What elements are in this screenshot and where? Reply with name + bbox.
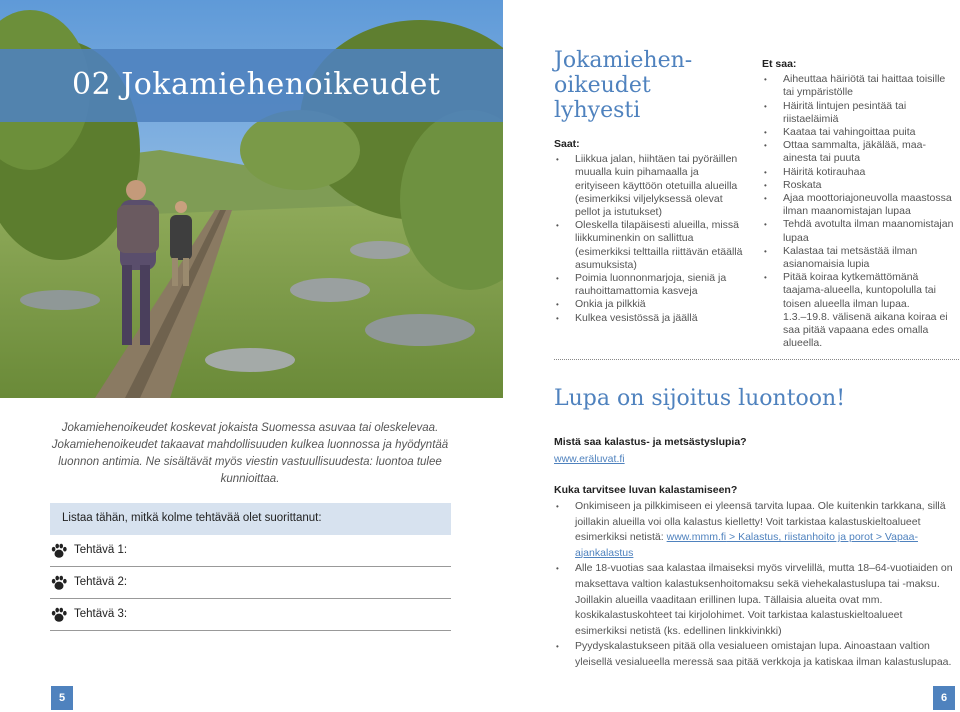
etsaa-list bbox=[762, 73, 957, 350]
task-box bbox=[50, 503, 451, 631]
page-number-right: 6 bbox=[933, 686, 955, 710]
etsaa-heading: Et saa: bbox=[762, 58, 797, 70]
task-line-3[interactable] bbox=[50, 599, 451, 631]
eraluvat-link[interactable]: www.eräluvat.fi bbox=[554, 453, 625, 465]
saat-column bbox=[554, 138, 744, 325]
task-label-2: Tehtävä 2: bbox=[74, 576, 128, 588]
list-item: • Häiritä kotirauhaa bbox=[762, 166, 957, 179]
task-line-1[interactable] bbox=[50, 535, 451, 567]
right-page bbox=[503, 0, 960, 712]
list-item: • Kaataa tai vahingoittaa puita bbox=[762, 126, 957, 139]
list-item: • Oleskella tilapäisesti alueilla, missä liikkuminenkin on sallittua (esimerkiksi telttailla riittävän etäällä asumuksista) bbox=[554, 219, 744, 272]
list-item: • Ottaa sammalta, jäkälää, maa-ainesta tai puuta bbox=[762, 139, 957, 165]
list-item: • Pitää koiraa kytkemättömänä taajama-alueella, kuntopolulla tai toisen alueella ilman lupaa. bbox=[762, 271, 957, 311]
paw-print-icon bbox=[50, 574, 68, 592]
page-number-left: 5 bbox=[51, 686, 73, 710]
task-header: Listaa tähän, mitkä kolme tehtävää olet suorittanut: bbox=[50, 503, 451, 535]
list-item: • Onkia ja pilkkiä bbox=[554, 298, 744, 311]
list-item: • Alle 18-vuotias saa kalastaa ilmaiseksi myös virvelillä, mutta 18–64-vuotiaiden on maksettava valtion kalastuksenhoitomaksu sekä viehekalastuslupa tai -maksu. Joillakin alueilla vaaditaan erillinen lupa. Tällaisia alueita ovat mm. koskikalastuskohteet tai kirjolohimet. Voit tarkistaa kalastuskieltoalueet esimerkiksi netistä (ks. edellinen linkkivinkki) bbox=[554, 561, 956, 639]
list-item bbox=[554, 499, 956, 561]
question-2: Kuka tarvitsee luvan kalastamiseen? bbox=[554, 484, 738, 496]
list-item: • Roskata bbox=[762, 179, 957, 192]
paw-print-icon bbox=[50, 542, 68, 560]
list-item: • Pyydyskalastukseen pitää olla vesialueen omistajan lupa. Ainoastaan valtion yleisellä vesialueella meressä saa pitää verkkoja ja katiskaa ilman kalastuslupaa. bbox=[554, 639, 956, 670]
task-line-2[interactable] bbox=[50, 567, 451, 599]
list-item: • Tehdä avotulta ilman maanomistajan lupaa bbox=[762, 218, 957, 244]
list-item: • Kulkea vesistössä ja jäällä bbox=[554, 312, 744, 325]
saat-list bbox=[554, 153, 744, 325]
lupa-list bbox=[554, 499, 956, 671]
list-item: • Ajaa moottoriajoneuvolla maastossa ilman maanomistajan lupaa bbox=[762, 192, 957, 218]
task-label-1: Tehtävä 1: bbox=[74, 544, 128, 556]
list-item-continuation: 1.3.–19.8. välisenä aikana koiraa ei saa pitää vapaana edes omalla alueella. bbox=[783, 310, 948, 350]
section-title: Jokamiehen-oikeudet lyhyesti bbox=[554, 48, 693, 123]
etsaa-column bbox=[762, 58, 957, 350]
list-item: • Poimia luonnonmarjoja, sieniä ja rauhoittamattomia kasveja bbox=[554, 272, 744, 298]
paw-print-icon bbox=[50, 606, 68, 624]
list-item: • Häiritä lintujen pesintää tai riistaeläimiä bbox=[762, 100, 957, 126]
chapter-title: 02 Jokamiehenoikeudet bbox=[72, 67, 441, 102]
lupa-title: Lupa on sijoitus luontoon! bbox=[554, 386, 846, 411]
section-divider bbox=[554, 359, 959, 360]
list-item: • Kalastaa tai metsästää ilman asianomaisia lupia bbox=[762, 245, 957, 271]
task-label-3: Tehtävä 3: bbox=[74, 608, 128, 620]
intro-text: Jokamiehenoikeudet koskevat jokaista Suomessa asuvaa tai oleskelevaa. Jokamiehenoikeudet takaavat mahdollisuuden kulkea luonnossa ja hyödyntää luonnon antimia. Ne sisältävät myös viestin vastuullisuudesta: luontoa tulee kunnioittaa. bbox=[51, 422, 449, 485]
saat-heading: Saat: bbox=[554, 138, 580, 150]
mmm-link[interactable]: www.mmm.fi bbox=[666, 531, 727, 544]
chapter-title-band bbox=[0, 49, 503, 122]
list-item: • Aiheuttaa häiriötä tai haittaa toisille tai ympäristölle bbox=[762, 73, 957, 99]
question-1: Mistä saa kalastus- ja metsästyslupia? bbox=[554, 436, 747, 448]
list-item: • Liikkua jalan, hiihtäen tai pyöräillen muualla kuin pihamaalla ja erityiseen käyttöön otetuilla alueilla (esimerkiksi viljelyksessä olevat pellot ja istutukset) bbox=[554, 153, 744, 219]
mmm-link-path[interactable]: > Kalastus, riistanhoito ja porot > Vapaa-ajankalastus bbox=[575, 531, 918, 559]
lupa-item-1-text: Onkimiseen ja pilkkimiseen ei yleensä tarvita lupaa. Ole kuitenkin tarkkana, sillä joillakin alueilla voi olla kalastus kielletty! Voit tarkistaa kalastuskieltoalueet esimerkiksi netistä: bbox=[575, 500, 946, 544]
